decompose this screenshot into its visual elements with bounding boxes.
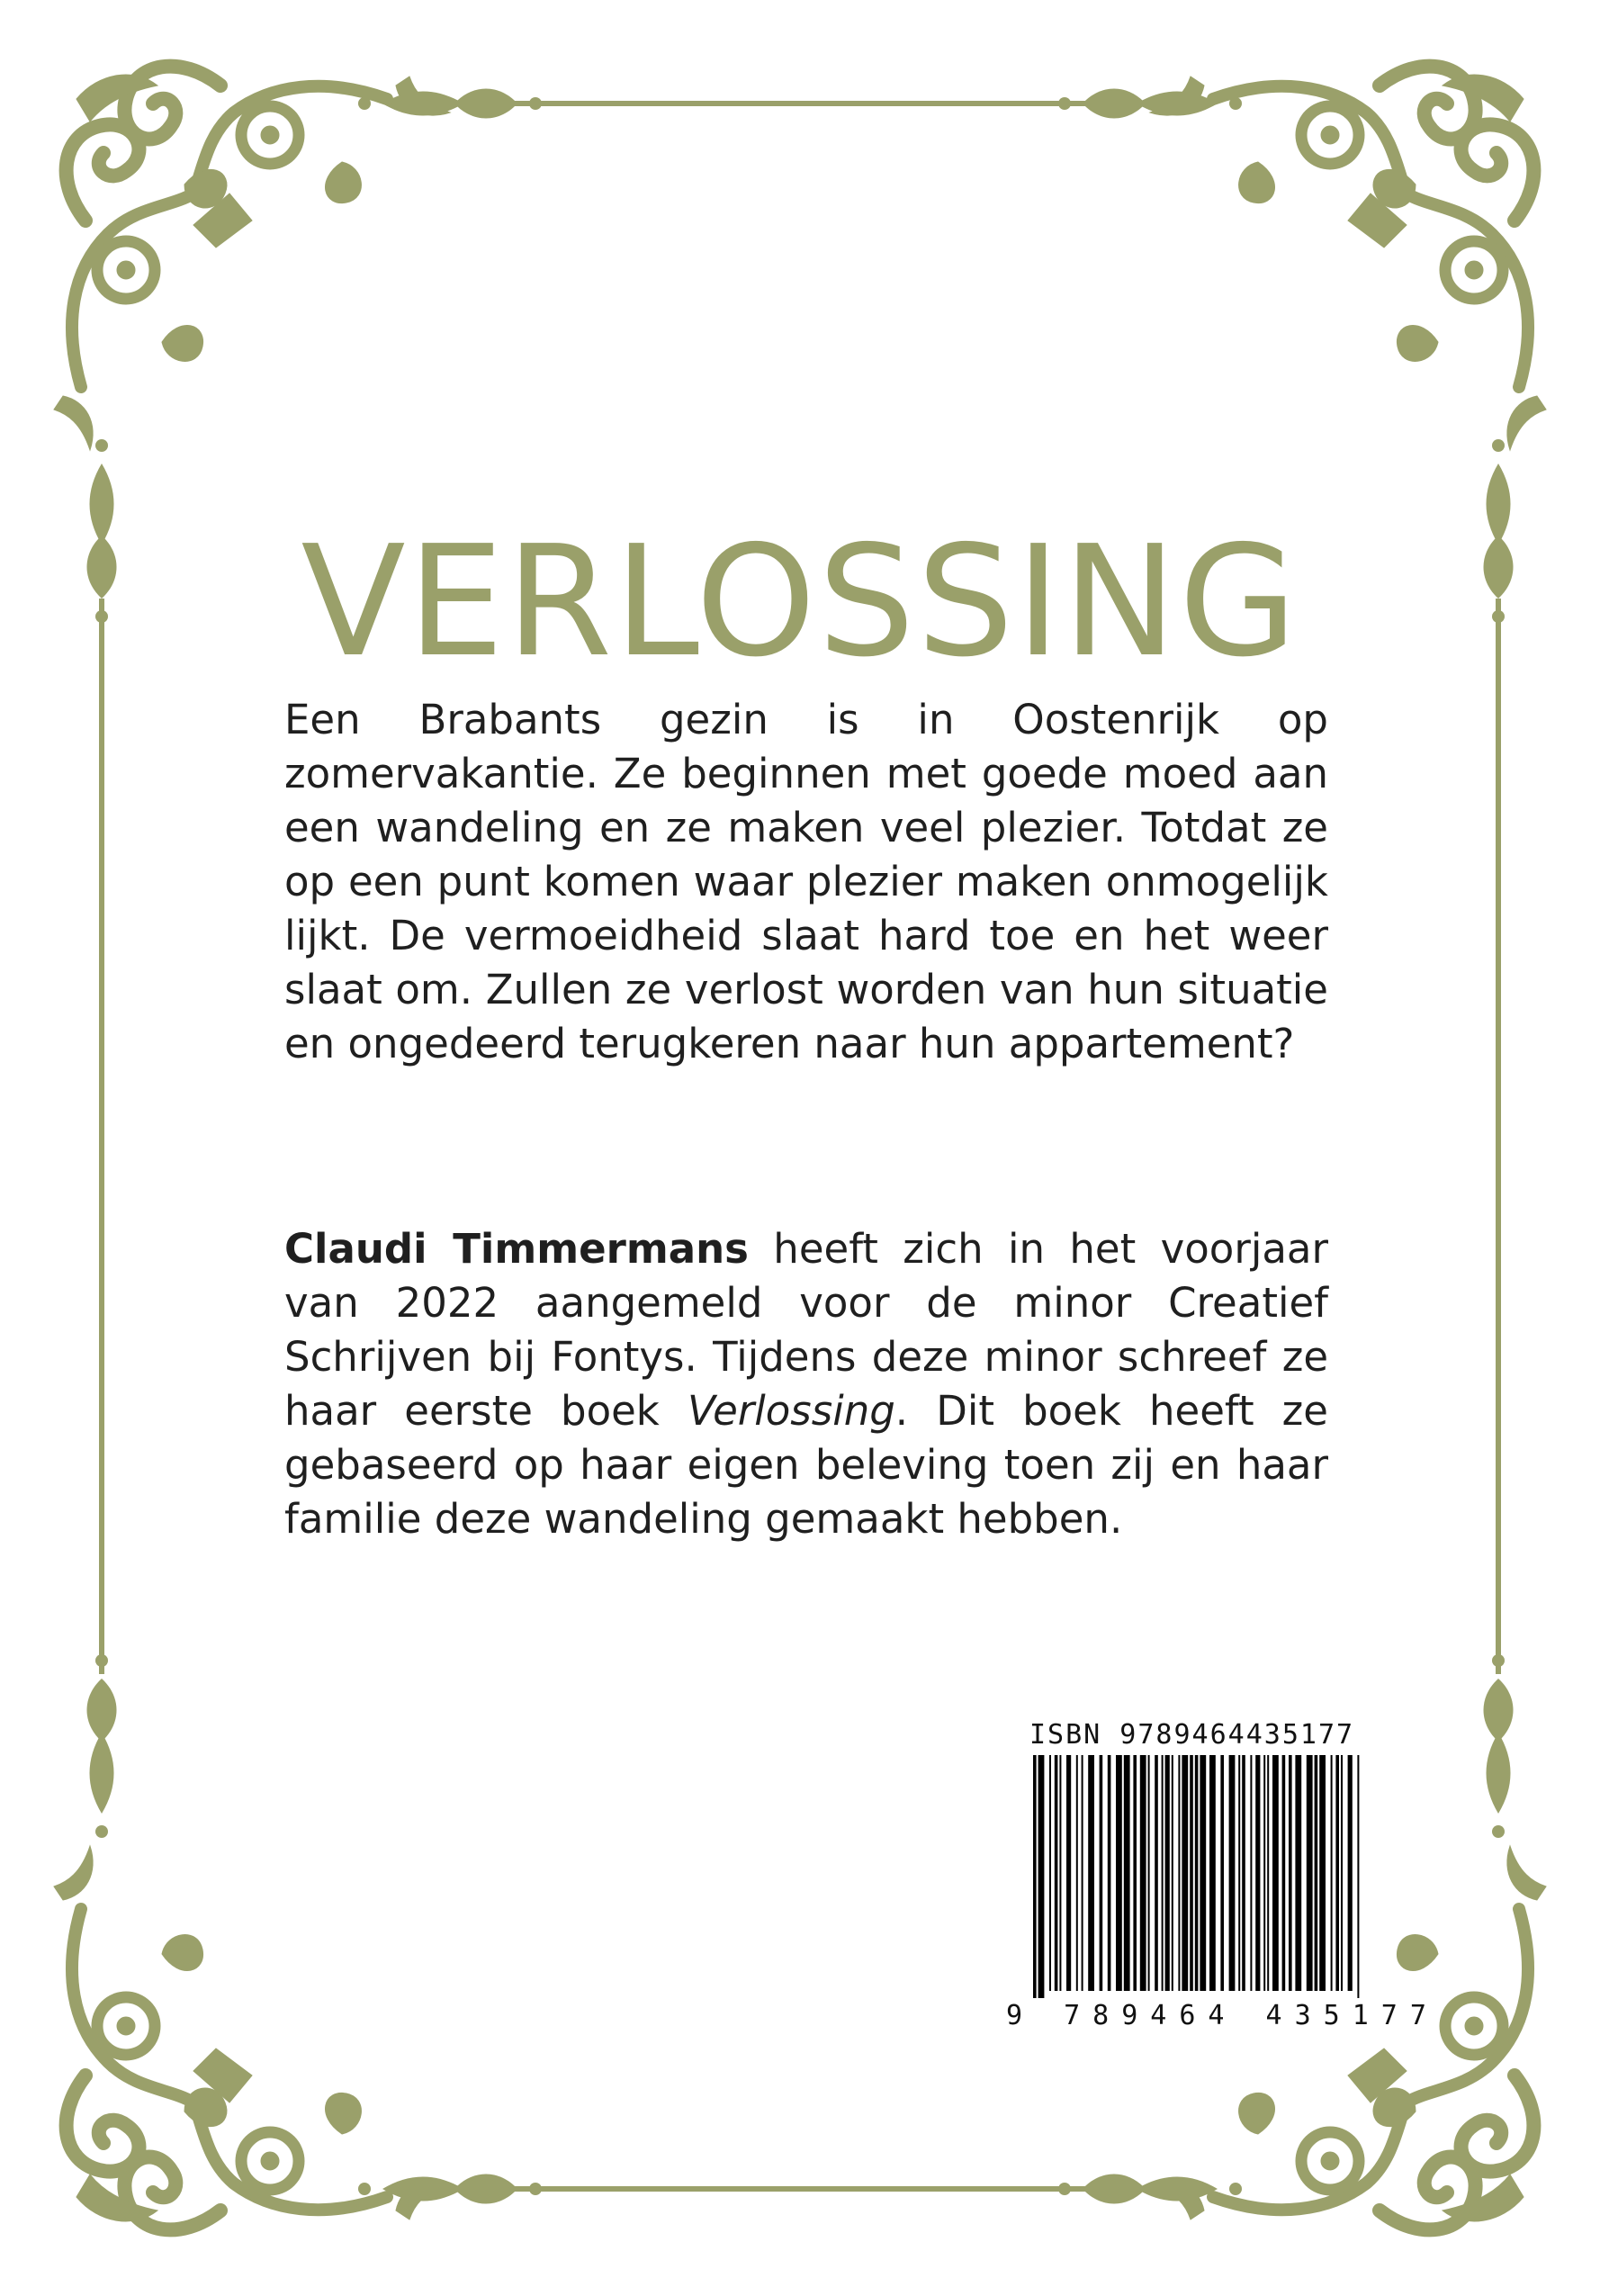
barcode-bar [1255,1755,1260,1991]
author-name: Claudi Timmermans [284,1225,749,1273]
barcode-bar [1209,1755,1216,1991]
barcode-bar [1272,1755,1279,1991]
isbn-barcode-block [1006,1719,1439,2043]
barcode-bar [1182,1755,1188,1991]
barcode [1031,1755,1364,1998]
isbn-label: ISBN 9789464435177 [1029,1719,1355,1751]
barcode-bar [1140,1755,1146,1991]
bio-book-title: Verlossing [687,1387,895,1435]
barcode-bar [1295,1755,1301,1991]
barcode-bar [1220,1755,1224,1991]
barcode-bar [1100,1755,1103,1991]
barcode-bar [1049,1755,1051,1991]
barcode-bar [1267,1755,1269,1991]
barcode-bar [1178,1755,1180,1991]
barcode-bar [1200,1755,1206,1991]
barcode-bar [1116,1755,1122,1991]
barcode-bar [1172,1755,1173,1991]
barcode-bar [1038,1755,1045,1998]
barcode-bar [1108,1755,1111,1991]
book-blurb: Een Brabants gezin is in Oostenrijk op zomervakantie. Ze beginnen met goede moed aan een wandeling en ze maken veel plezier. Totdat ze op een punt komen waar plezier maken onmogelijk lijkt. De vermoeidheid slaat hard toe en het weer slaat om. Zullen ze verlost worden van hun situatie en ongedeerd terugkeren naar hun appartement? [284,696,1328,1067]
barcode-bar [1341,1755,1343,1991]
barcode-bar [1263,1755,1265,1991]
barcode-bar [1033,1755,1037,1998]
barcode-bar [1229,1755,1236,1991]
barcode-bar [1250,1755,1252,1991]
author-bio-text-2: . Dit boek heeft ze gebaseerd op haar eigen beleving toen zij en haar familie deze wandeling gemaakt hebben. [284,1387,1328,1543]
barcode-bar [1307,1755,1313,1991]
barcode-bar [1335,1755,1339,1991]
barcode-bar [1162,1755,1164,1991]
barcode-bar [1082,1755,1083,1991]
barcode-bar [1348,1755,1353,1991]
barcode-bar [1282,1755,1286,1991]
barcode-bar [1315,1755,1318,1991]
book-title: VERLOSSING [301,512,1299,691]
barcode-bar [1238,1755,1240,1991]
barcode-bar [1190,1755,1193,1991]
barcode-bar [1076,1755,1078,1991]
barcode-bar [1319,1755,1326,1991]
barcode-bar [1195,1755,1199,1991]
barcode-bar [1289,1755,1292,1991]
barcode-bar [1055,1755,1058,1991]
barcode-bar [1148,1755,1150,1991]
barcode-bar [1066,1755,1071,1991]
barcode-bar [1155,1755,1158,1991]
barcode-bar [1357,1755,1359,1998]
barcode-bar [1242,1755,1245,1991]
barcode-bar [1133,1755,1137,1991]
barcode-digits: 9 789464 435177 [1006,2000,1439,2031]
author-bio [284,1222,1328,1546]
author-bio-text-1: heeft zich in het voorjaar van 2022 aangemeld voor de minor Creatief Schrijven bij Fontys. Tijdens deze minor schreef ze haar eerste boek [284,1225,1328,1435]
barcode-bar [1088,1755,1094,1991]
barcode-bar [1165,1755,1170,1991]
barcode-bar [1331,1755,1333,1991]
barcode-bar [1059,1755,1061,1991]
barcode-bar [1124,1755,1130,1991]
